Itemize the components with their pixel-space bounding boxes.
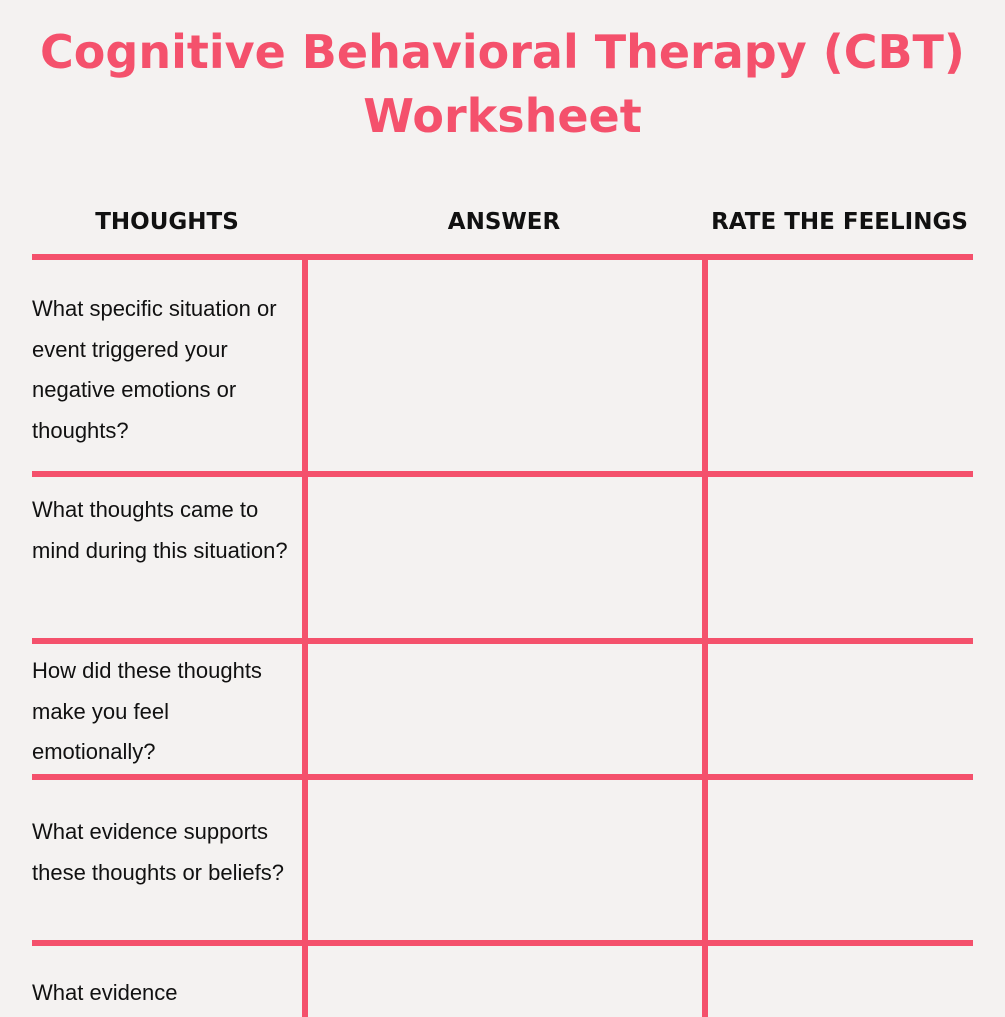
answer-cell-5[interactable] [308, 946, 702, 1005]
answer-cell-2[interactable] [308, 477, 702, 638]
question-cell-4: What evidence supports these thoughts or beliefs? [32, 819, 284, 885]
question-cell-5: What evidence [32, 980, 178, 1005]
rating-cell-4[interactable] [708, 780, 973, 940]
rating-cell-2[interactable] [708, 477, 973, 638]
answer-cell-1[interactable] [308, 260, 702, 471]
column-header-rate-feelings: RATE THE FEELINGS [711, 209, 968, 235]
question-cell-1: What specific situation or event triggered your negative emotions or thoughts? [32, 296, 277, 443]
question-cell-3: How did these thoughts make you feel emotionally? [32, 658, 262, 764]
column-header-thoughts: THOUGHTS [95, 209, 239, 235]
worksheet-title [0, 20, 1005, 148]
answer-cell-3[interactable] [308, 644, 702, 774]
rating-cell-5[interactable] [708, 946, 973, 1005]
worksheet-title-line-1: Cognitive Behavioral Therapy (CBT) [40, 25, 965, 79]
rating-cell-3[interactable] [708, 644, 973, 774]
worksheet-title-line-2: Worksheet [363, 89, 642, 143]
rating-cell-1[interactable] [708, 260, 973, 471]
question-cell-2: What thoughts came to mind during this situation? [32, 497, 288, 563]
answer-cell-4[interactable] [308, 780, 702, 940]
column-header-answer: ANSWER [447, 209, 561, 235]
